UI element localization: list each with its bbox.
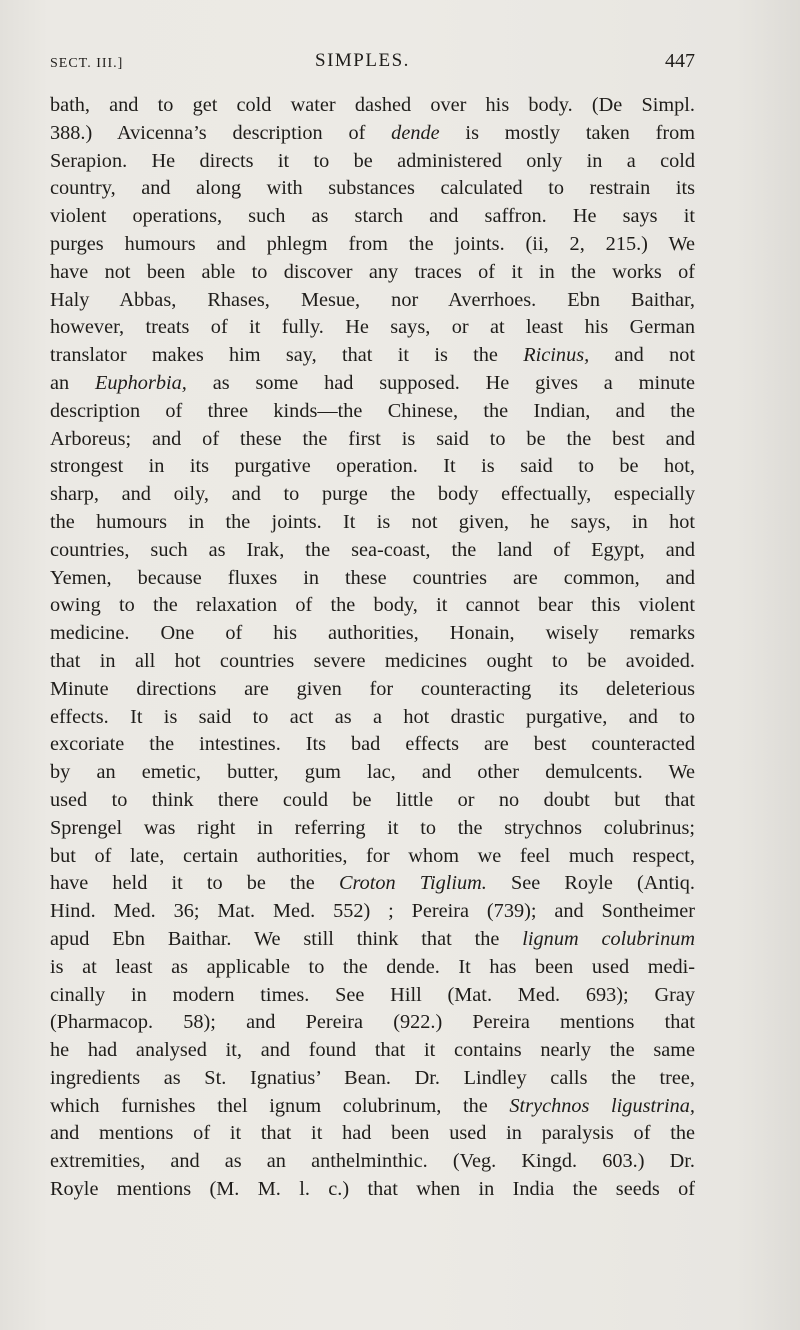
- text-run: countries, such as Irak, the sea-coast, the land of Egypt, and: [50, 538, 695, 561]
- text-run: have held it to be the: [50, 872, 339, 895]
- page-number: 447: [665, 50, 695, 72]
- text-line: [50, 453, 695, 481]
- text-line: [50, 342, 695, 370]
- text-run: by an emetic, butter, gum lac, and other demulcents. We: [50, 761, 695, 784]
- text-line: [50, 314, 695, 342]
- text-run: extremities, and as an anthelminthic. (Veg. Kingd. 603.) Dr.: [50, 1150, 695, 1173]
- text-line: [50, 1009, 695, 1037]
- text-run: (Pharmacop. 58); and Pereira (922.) Pereira mentions that: [50, 1011, 695, 1034]
- text-run: Royle mentions (M. M. l. c.) that when in India the seeds of: [50, 1178, 695, 1201]
- running-head: [50, 50, 695, 80]
- text-run: cinally in modern times. See Hill (Mat. Med. 693); Gray: [50, 983, 695, 1006]
- text-line: [50, 565, 695, 593]
- text-line: [50, 1176, 695, 1204]
- text-run: effects. It is said to act as a hot drastic purgative, and to: [50, 705, 695, 728]
- text-line: [50, 203, 695, 231]
- text-line: [50, 759, 695, 787]
- text-line: [50, 1120, 695, 1148]
- text-line: [50, 175, 695, 203]
- text-line: [50, 620, 695, 648]
- text-line: [50, 398, 695, 426]
- text-run: that in all hot countries severe medicines ought to be avoided.: [50, 649, 695, 672]
- text-run: Arboreus; and of these the first is said to be the best and: [50, 427, 695, 450]
- text-line: [50, 704, 695, 732]
- text-run: translator makes him say, that it is the: [50, 344, 524, 367]
- text-line: [50, 843, 695, 871]
- body-text: [50, 92, 695, 1204]
- text-line: [50, 148, 695, 176]
- text-run: 388.) Avicenna’s description of: [50, 121, 392, 144]
- text-run: owing to the relaxation of the body, it cannot bear this violent: [50, 594, 695, 617]
- text-run: Minute directions are given for counteracting its deleterious: [50, 677, 695, 700]
- text-run: is at least as applicable to the dende. It has been used medi-: [50, 955, 695, 978]
- text-run: as some had supposed. He gives a minute: [186, 371, 695, 394]
- text-run: ingredients as St. Ignatius’ Bean. Dr. Lindley calls the tree,: [50, 1066, 695, 1089]
- text-line: [50, 954, 695, 982]
- text-line: [50, 231, 695, 259]
- text-run: violent operations, such as starch and saffron. He says it: [50, 205, 695, 228]
- text-run: however, treats of it fully. He says, or at least his German: [50, 316, 695, 339]
- text-run: Hind. Med. 36; Mat. Med. 552) ; Pereira (739); and Sontheimer: [50, 900, 695, 923]
- text-run: purges humours and phlegm from the joints. (ii, 2, 215.) We: [50, 232, 695, 255]
- text-run: have not been able to discover any traces of it in the works of: [50, 260, 695, 283]
- italic-term: Croton Tiglium.: [338, 872, 487, 895]
- text-run: excoriate the intestines. Its bad effects are best counteracted: [50, 733, 695, 756]
- text-line: [50, 787, 695, 815]
- italic-term: Euphorbia,: [95, 371, 187, 394]
- text-line: [50, 898, 695, 926]
- text-line: [50, 426, 695, 454]
- text-run: is mostly taken from: [439, 121, 695, 144]
- text-line: [50, 815, 695, 843]
- text-line: [50, 1065, 695, 1093]
- section-reference: SECT. III.]: [50, 56, 124, 71]
- text-line: [50, 259, 695, 287]
- text-run: sharp, and oily, and to purge the body effectually, especially: [50, 483, 695, 506]
- text-line: [50, 509, 695, 537]
- text-line: [50, 648, 695, 676]
- text-run: country, and along with substances calculated to restrain its: [50, 177, 695, 200]
- text-line: [50, 592, 695, 620]
- italic-term: Ricinus,: [523, 344, 590, 367]
- text-line: [50, 537, 695, 565]
- text-line: [50, 731, 695, 759]
- text-line: [50, 1037, 695, 1065]
- text-run: used to think there could be little or no doubt but that: [50, 788, 695, 811]
- text-run: medicine. One of his authorities, Honain, wisely remarks: [50, 622, 695, 645]
- italic-term: Strychnos ligustrina,: [509, 1094, 695, 1117]
- text-run: Sprengel was right in referring it to the strychnos colubrinus;: [50, 816, 695, 839]
- text-line: [50, 92, 695, 120]
- text-run: the humours in the joints. It is not given, he says, in hot: [50, 510, 695, 533]
- text-run: strongest in its purgative operation. It is said to be hot,: [50, 455, 695, 478]
- text-line: [50, 370, 695, 398]
- text-line: [50, 982, 695, 1010]
- running-title: SIMPLES.: [315, 50, 410, 71]
- text-run: Haly Abbas, Rhases, Mesue, nor Averrhoes. Ebn Baithar,: [50, 288, 695, 311]
- text-line: [50, 870, 695, 898]
- text-line: [50, 481, 695, 509]
- italic-term: dende: [391, 121, 440, 144]
- text-run: apud Ebn Baithar. We still think that the: [50, 927, 523, 950]
- text-run: Yemen, because fluxes in these countries are common, and: [50, 566, 695, 589]
- text-run: Serapion. He directs it to be administered only in a cold: [50, 149, 695, 172]
- text-run: an: [50, 371, 95, 394]
- text-run: but of late, certain authorities, for whom we feel much respect,: [50, 844, 695, 867]
- text-run: description of three kinds—the Chinese, the Indian, and the: [50, 399, 695, 422]
- text-line: [50, 926, 695, 954]
- italic-term: lignum colubrinum: [522, 927, 695, 950]
- text-run: which furnishes thel ignum colubrinum, the: [50, 1094, 510, 1117]
- text-line: [50, 1093, 695, 1121]
- text-line: [50, 1148, 695, 1176]
- text-line: [50, 120, 695, 148]
- text-run: and mentions of it that it had been used in paralysis of the: [50, 1122, 695, 1145]
- text-run: See Royle (Antiq.: [486, 872, 695, 895]
- text-line: [50, 676, 695, 704]
- text-run: he had analysed it, and found that it contains nearly the same: [50, 1039, 695, 1062]
- text-run: and not: [589, 344, 695, 367]
- text-run: bath, and to get cold water dashed over his body. (De Simpl.: [50, 94, 695, 116]
- text-line: [50, 287, 695, 315]
